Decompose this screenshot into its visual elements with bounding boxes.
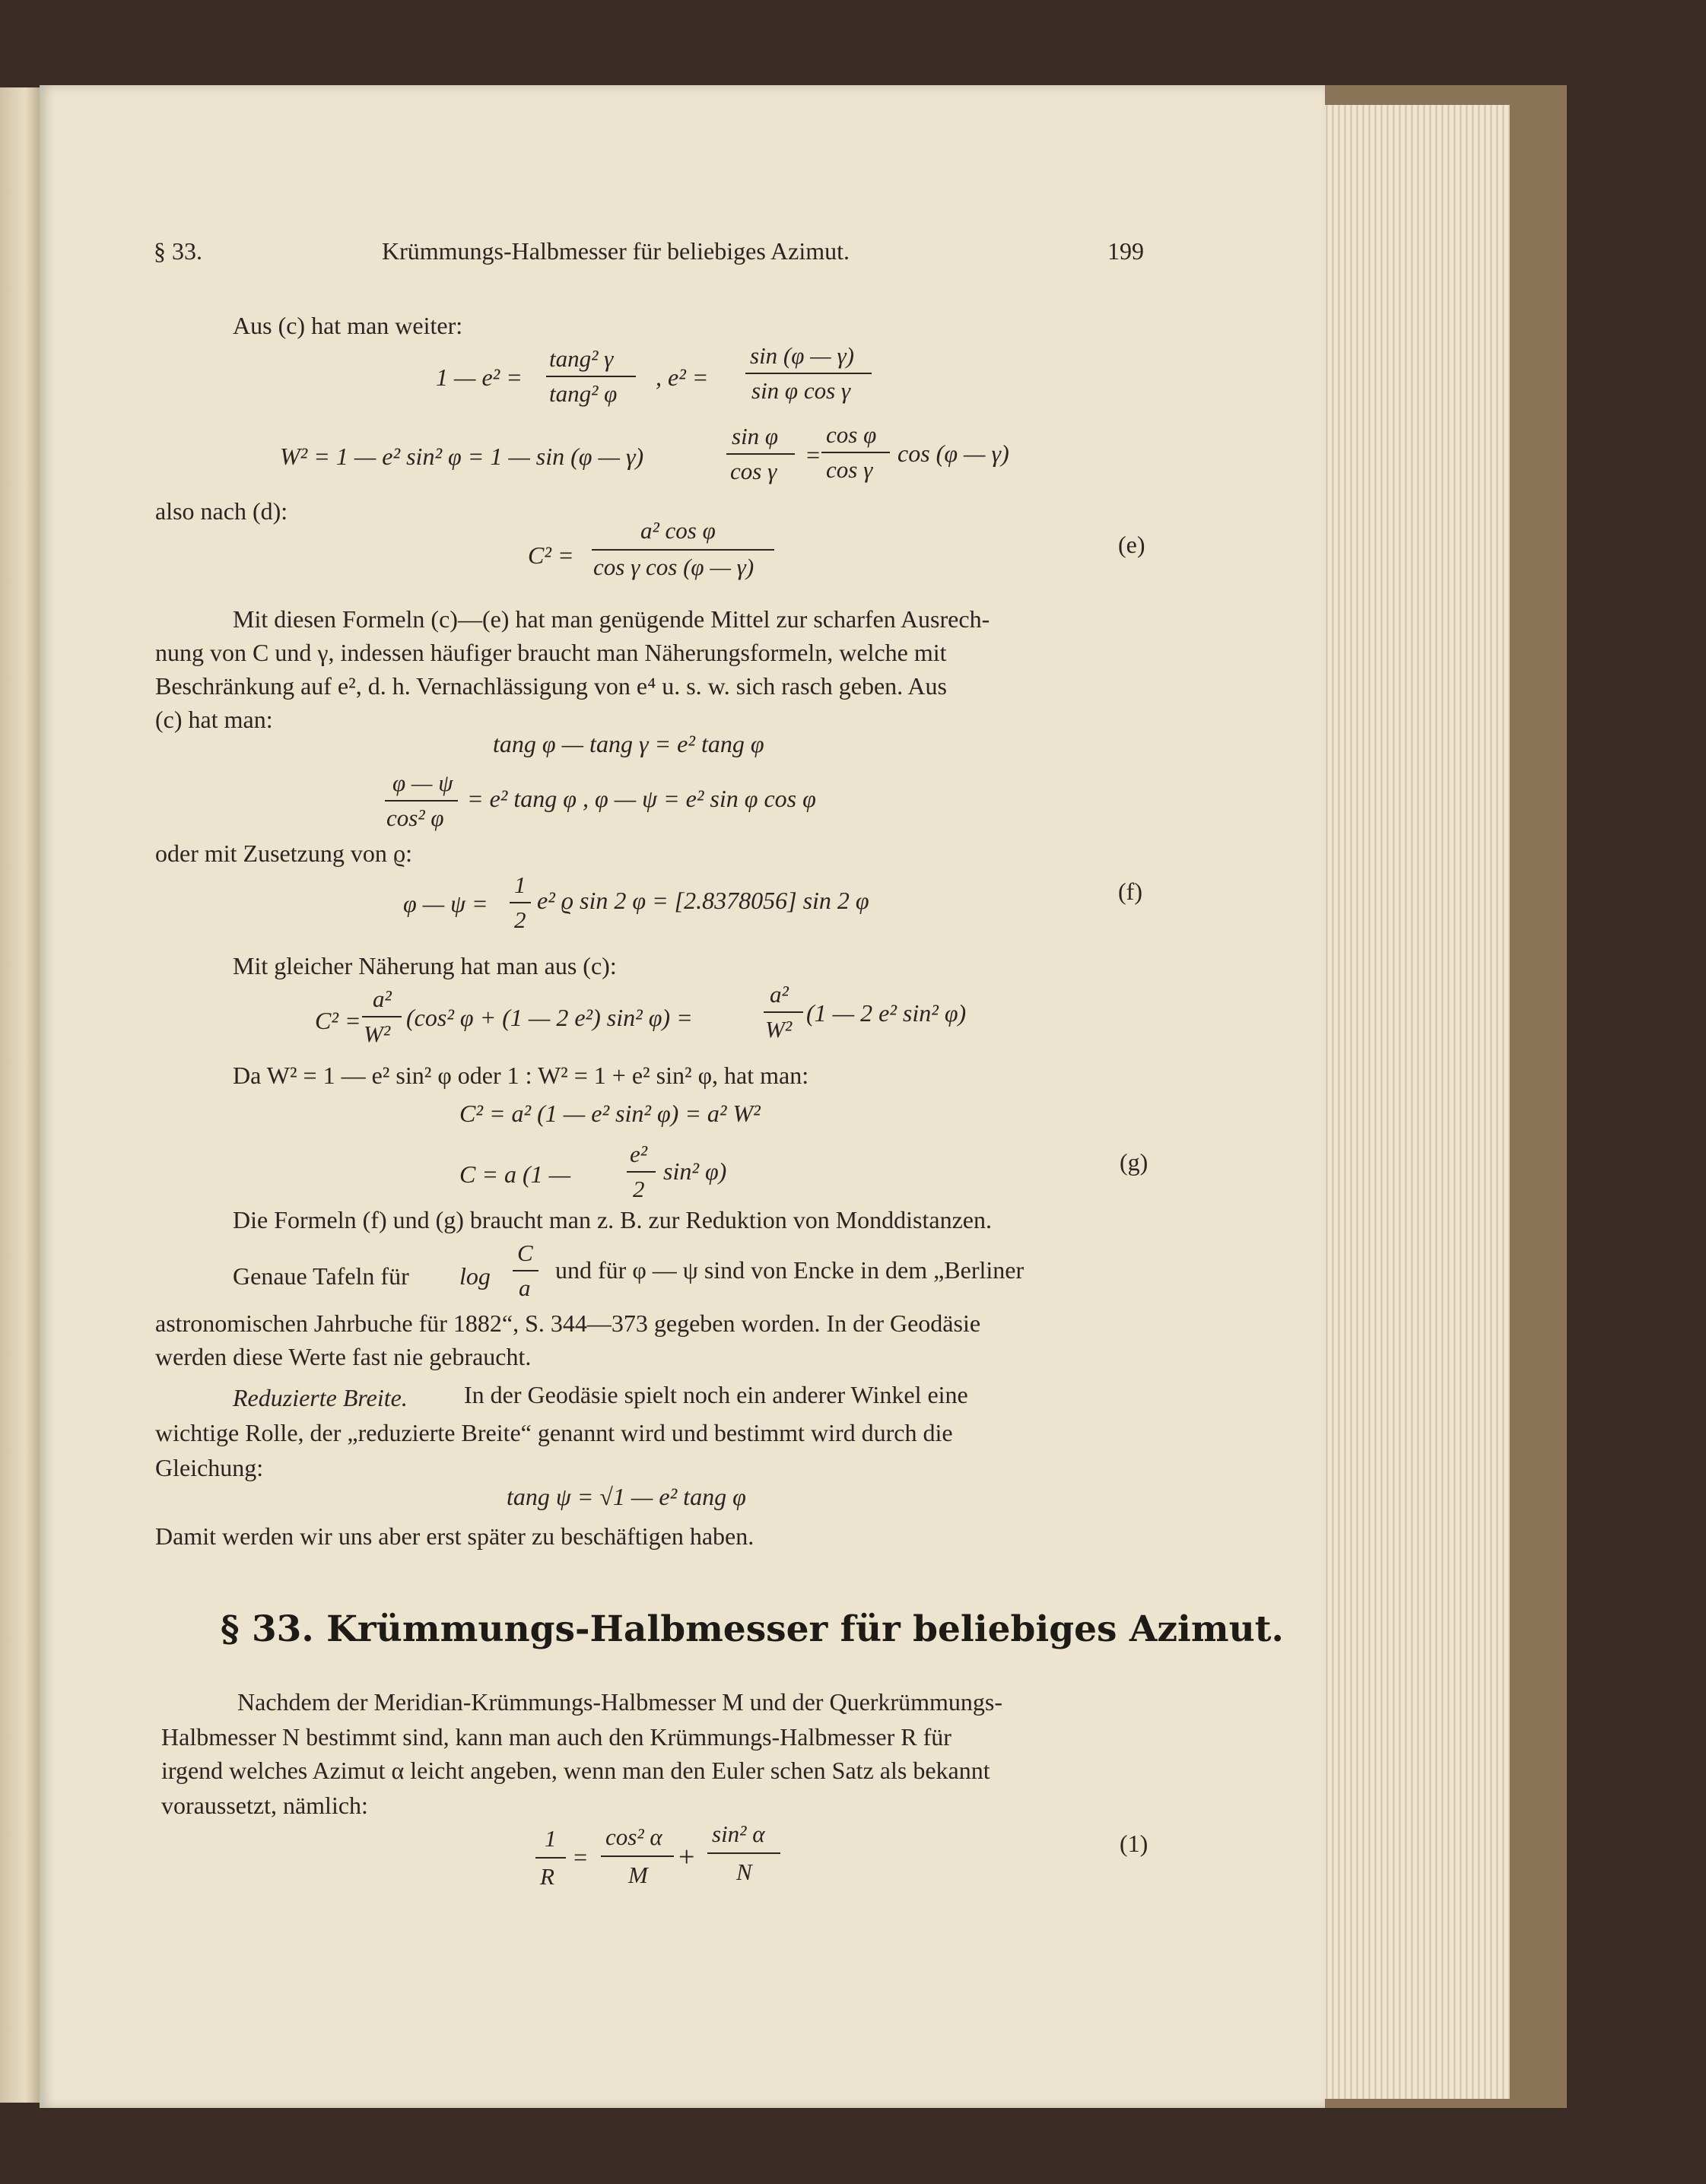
fraction-denominator: 2 <box>514 906 526 933</box>
fraction-bar <box>601 1855 674 1857</box>
facing-page-edge <box>0 87 42 2103</box>
fraction-denominator: W² <box>765 1016 793 1043</box>
equation-part: , e² = <box>656 363 709 391</box>
equation-part: C² = a² (1 — e² sin² φ) = a² W² <box>459 1100 761 1127</box>
fraction-bar <box>592 549 774 551</box>
running-header <box>154 237 1144 268</box>
text-line: also nach (d): <box>155 497 288 525</box>
fraction-denominator: 2 <box>633 1176 645 1202</box>
text-line: nung von C und γ, indessen häufiger braucht man Näherungsformeln, welche mit <box>155 639 947 666</box>
fraction-numerator: sin² α <box>712 1821 765 1847</box>
equation-part: W² = 1 — e² sin² φ = 1 — sin (φ — γ) <box>280 443 644 470</box>
fraction-bar <box>535 1857 566 1859</box>
equation-part: = <box>572 1843 589 1871</box>
equation-number: (e) <box>1118 531 1145 558</box>
equation-part: e² ϱ sin 2 φ = [2.8378056] sin 2 φ <box>537 887 869 914</box>
text-line: astronomischen Jahrbuche für 1882“, S. 344—373 gegeben worden. In der Geodäsie <box>155 1309 981 1337</box>
text-line: Genaue Tafeln für <box>233 1262 409 1290</box>
fraction-numerator: sin (φ — γ) <box>750 342 855 369</box>
text-line: Nachdem der Meridian-Krümmungs-Halbmesser M und der Querkrümmungs- <box>237 1688 1002 1716</box>
fraction-bar <box>707 1852 780 1854</box>
text-line: voraussetzt, nämlich: <box>161 1792 368 1819</box>
fraction-denominator: cos γ cos (φ — γ) <box>593 554 755 580</box>
equation-part: φ — ψ = <box>403 890 488 917</box>
fraction-denominator: a <box>519 1275 531 1301</box>
equation-part: 1 — e² = <box>436 363 523 391</box>
fraction-denominator: cos γ <box>730 458 777 484</box>
fraction-bar <box>546 376 636 377</box>
italic-term: Reduzierte Breite. <box>233 1384 408 1411</box>
page-number: 199 <box>1107 237 1144 265</box>
text-line: und für φ — ψ sind von Encke in dem „Berliner <box>555 1256 1025 1284</box>
text-line: Gleichung: <box>155 1454 264 1481</box>
fraction-numerator: C <box>517 1240 533 1266</box>
header-title: Krümmungs-Halbmesser für beliebiges Azimut. <box>382 237 850 265</box>
equation-part: sin² φ) <box>663 1157 727 1185</box>
header-section: § 33. <box>154 237 202 265</box>
fraction-denominator: cos γ <box>826 456 873 483</box>
text-line: Halbmesser N bestimmt sind, kann man auch den Krümmungs-Halbmesser R für <box>161 1723 951 1751</box>
fraction-bar <box>510 902 531 903</box>
text-line: irgend welches Azimut α leicht angeben, wenn man den Euler schen Satz als bekannt <box>161 1757 990 1784</box>
fraction-numerator: a² <box>373 986 392 1012</box>
fraction-bar <box>627 1171 656 1173</box>
text-line: (c) hat man: <box>155 706 273 733</box>
fraction-denominator: M <box>628 1862 648 1888</box>
equation-number: (f) <box>1118 878 1142 905</box>
plus-sign: + <box>678 1841 695 1873</box>
fraction-numerator: 1 <box>545 1825 557 1852</box>
fraction-numerator: cos² α <box>605 1824 662 1850</box>
fraction-numerator: sin φ <box>732 423 779 449</box>
text-line: werden diese Werte fast nie gebraucht. <box>155 1343 532 1370</box>
equation-number: (1) <box>1120 1830 1148 1857</box>
fraction-denominator: tang² φ <box>549 380 618 407</box>
text-line: wichtige Rolle, der „reduzierte Breite“ genannt wird und bestimmt wird durch die <box>155 1419 953 1446</box>
equation-part: tang ψ = √1 — e² tang φ <box>507 1483 746 1510</box>
equation-part: C = a (1 — <box>459 1160 571 1188</box>
equation-part: log <box>459 1262 491 1290</box>
fraction-denominator: cos² φ <box>386 805 444 831</box>
equation-part: = e² tang φ , φ — ψ = e² sin φ cos φ <box>467 785 816 812</box>
text-line: Beschränkung auf e², d. h. Vernachlässigung von e⁴ u. s. w. sich rasch geben. Aus <box>155 672 947 700</box>
fraction-bar <box>513 1270 538 1271</box>
text-line: Mit diesen Formeln (c)—(e) hat man genügende Mittel zur scharfen Ausrech- <box>233 605 990 633</box>
text-line: Die Formeln (f) und (g) braucht man z. B. zur Reduktion von Monddistanzen. <box>233 1206 992 1233</box>
fraction-bar <box>764 1011 803 1013</box>
fraction-denominator: N <box>736 1859 752 1885</box>
fraction-numerator: a² <box>770 981 789 1008</box>
equation-part: cos (φ — γ) <box>897 440 1009 467</box>
equation-part: = <box>805 441 821 468</box>
equation-part: C² = <box>315 1007 361 1034</box>
equation-part: (1 — 2 e² sin² φ) <box>806 999 967 1027</box>
fraction-bar <box>385 800 458 802</box>
text-line: In der Geodäsie spielt noch ein anderer Winkel eine <box>464 1381 968 1408</box>
fraction-numerator: φ — ψ <box>392 770 453 796</box>
fraction-numerator: cos φ <box>826 421 877 448</box>
fraction-bar <box>821 452 890 453</box>
fraction-bar <box>362 1016 402 1017</box>
fraction-numerator: tang² γ <box>549 345 614 372</box>
page-edges <box>1316 105 1510 2099</box>
fraction-numerator: a² cos φ <box>640 517 716 544</box>
fraction-bar <box>726 453 795 455</box>
text-line: Damit werden wir uns aber erst später zu beschäftigen haben. <box>155 1522 755 1550</box>
fraction-numerator: 1 <box>514 871 526 898</box>
text-line: Aus (c) hat man weiter: <box>233 312 463 339</box>
text-line: oder mit Zusetzung von ϱ: <box>155 840 412 867</box>
section-heading: § 33. Krümmungs-Halbmesser für beliebiges Azimut. <box>221 1608 1284 1650</box>
equation-part: tang φ — tang γ = e² tang φ <box>493 730 764 757</box>
fraction-denominator: sin φ cos γ <box>751 377 851 404</box>
fraction-numerator: e² <box>630 1141 648 1167</box>
text-line: Da W² = 1 — e² sin² φ oder 1 : W² = 1 + e² sin² φ, hat man: <box>233 1062 809 1089</box>
text-line: Mit gleicher Näherung hat man aus (c): <box>233 952 617 979</box>
fraction-denominator: R <box>540 1863 554 1890</box>
equation-part: C² = <box>528 541 574 569</box>
fraction-denominator: W² <box>364 1021 391 1047</box>
fraction-bar <box>745 373 872 374</box>
equation-number: (g) <box>1120 1148 1148 1176</box>
equation-part: (cos² φ + (1 — 2 e²) sin² φ) = <box>406 1004 693 1031</box>
